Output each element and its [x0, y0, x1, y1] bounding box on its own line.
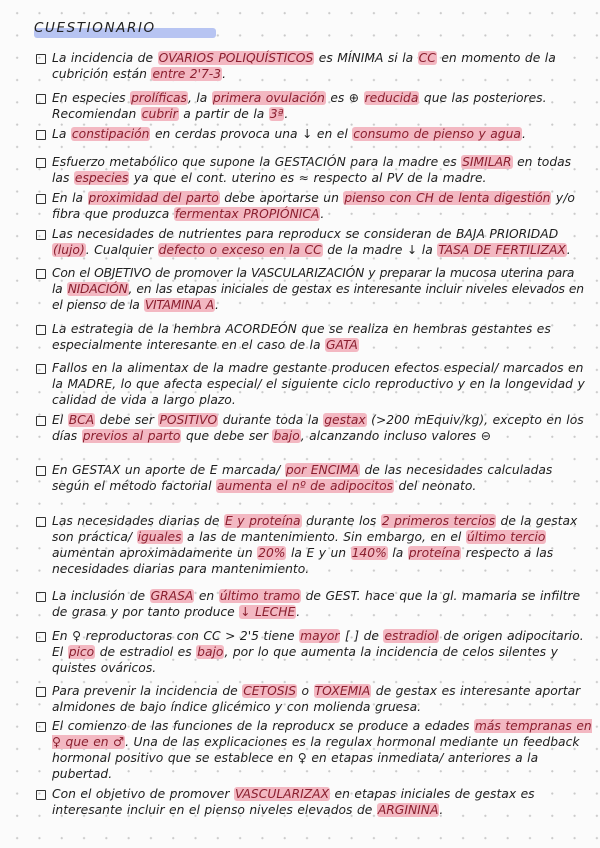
- checkbox-icon[interactable]: [36, 325, 46, 335]
- question-item: [36, 786, 584, 818]
- text-segment: La estrategia de la hembra ACORDEÓN que se realiza en hembras gestantes es especialmente interesante en el caso de la: [52, 322, 551, 352]
- text-segment: debe ser: [95, 413, 159, 427]
- checkbox-icon[interactable]: [36, 194, 46, 204]
- highlighted-phrase: último tramo: [219, 589, 301, 603]
- text-segment: .: [439, 803, 444, 817]
- checkbox-icon[interactable]: [36, 466, 46, 476]
- highlighted-phrase: proteína: [408, 546, 461, 560]
- text-segment: es ⊕: [325, 91, 364, 105]
- text-segment: La inclusión de: [52, 589, 150, 603]
- question-item: [36, 265, 584, 313]
- text-segment: y/o fibra que produzca: [52, 191, 575, 221]
- question-text: [52, 588, 584, 620]
- text-segment: en: [194, 589, 219, 603]
- highlighted-phrase: GATA: [326, 338, 358, 352]
- text-segment: de origen adipocitario. El: [52, 629, 584, 659]
- highlighted-phrase: VASCULARIZAX: [234, 787, 330, 801]
- question-item: [36, 226, 588, 258]
- question-text: [52, 683, 592, 715]
- page-title: CUESTIONARIO: [34, 20, 156, 36]
- text-segment: durante toda la: [218, 413, 324, 427]
- highlighted-phrase: reducida: [364, 91, 419, 105]
- text-segment: Con el objetivo de promover: [52, 787, 234, 801]
- text-segment: La: [52, 127, 71, 141]
- title-block: [34, 20, 156, 36]
- text-segment: [ ] de: [340, 629, 384, 643]
- text-segment: a las de mantenimiento. Sin embargo, en el: [182, 530, 466, 544]
- highlighted-phrase: consumo de pienso y agua: [353, 127, 521, 141]
- highlighted-phrase: estradiol: [384, 629, 439, 643]
- text-segment: Con el OBJETIVO de promover la VASCULARIZACIÓN y preparar la mucosa uterina para la: [52, 266, 575, 296]
- highlighted-phrase: iguales: [137, 530, 182, 544]
- question-item: [36, 588, 584, 620]
- highlighted-phrase: (lujo): [53, 243, 85, 257]
- highlighted-phrase: cubrir: [141, 107, 178, 121]
- question-item: [36, 90, 556, 122]
- text-segment: .: [320, 207, 325, 221]
- text-segment: en todas las: [52, 155, 572, 185]
- question-text: [52, 786, 584, 818]
- text-segment: (>200 mEquiv/kg), excepto en los días: [52, 413, 584, 443]
- text-segment: , la: [187, 91, 212, 105]
- question-item: [36, 628, 584, 676]
- highlighted-phrase: proximidad del parto: [88, 191, 219, 205]
- highlighted-phrase: bajo: [273, 429, 300, 443]
- text-segment: de la gestax son práctica/: [52, 514, 578, 544]
- question-text: [52, 718, 592, 782]
- highlighted-phrase: mayor: [300, 629, 340, 643]
- question-item: [36, 154, 584, 186]
- highlighted-phrase: GRASA: [150, 589, 194, 603]
- checkbox-icon[interactable]: [36, 94, 46, 104]
- highlighted-phrase: TASA DE FERTILIZAX: [438, 243, 566, 257]
- text-segment: .: [521, 127, 526, 141]
- text-segment: en momento de la cubrición están: [52, 51, 556, 81]
- text-segment: aumentan aproximadamente un: [52, 546, 258, 560]
- highlighted-phrase: fermentax PROPIÓNICA: [174, 207, 320, 221]
- highlighted-phrase: especies: [74, 171, 129, 185]
- text-segment: .: [222, 67, 226, 81]
- text-segment: . Una de las explicaciones es la regulax hormonal mediante un feedback hormonal positivo que se establece en ♀ en etapas inmediata/ anteriores a la pubertad.: [52, 735, 580, 781]
- highlighted-phrase: por ENCIMA: [285, 463, 359, 477]
- highlighted-phrase: entre 2'7-3: [152, 67, 222, 81]
- text-segment: ya que el cont. uterino es ≈ respecto al PV de la madre.: [129, 171, 487, 185]
- text-segment: La incidencia de: [52, 51, 158, 65]
- text-segment: o: [297, 684, 314, 698]
- highlighted-phrase: defecto o exceso en la CC: [158, 243, 322, 257]
- question-text: [52, 90, 556, 122]
- highlighted-phrase: OVARIOS POLIQUÍSTICOS: [158, 51, 314, 65]
- text-segment: que las posteriores. Recomiendan: [52, 91, 547, 121]
- text-segment: . Cualquier: [85, 243, 158, 257]
- highlighted-phrase: CETOSIS: [243, 684, 297, 698]
- question-item: [36, 412, 588, 444]
- text-segment: .: [566, 243, 571, 257]
- text-segment: .: [284, 107, 289, 121]
- text-segment: , en las etapas iniciales de gestax es interesante incluir niveles elevados en el pienso de la: [52, 282, 584, 312]
- question-text: [52, 462, 584, 494]
- checkbox-icon[interactable]: [36, 158, 46, 168]
- highlighted-phrase: ↓ LECHE: [240, 605, 296, 619]
- question-item: [36, 190, 584, 222]
- highlighted-phrase: 3ª: [269, 107, 284, 121]
- question-item: [36, 50, 584, 82]
- text-segment: Esfuerzo metabólico que supone la GESTACIÓN para la madre es: [52, 155, 462, 169]
- highlighted-phrase: pienso con CH de lenta digestión: [344, 191, 551, 205]
- text-segment: Fallos en la alimentax de la madre gestante producen efectos especial/ marcados en la MADRE, lo que afecta especial/ el siguiente ciclo reproductivo y en la longevidad y calidad de vida a largo plazo.: [52, 361, 585, 407]
- highlighted-phrase: ARGININA: [377, 803, 439, 817]
- question-text: [52, 628, 584, 676]
- highlighted-phrase: TOXEMIA: [314, 684, 371, 698]
- question-text: [52, 321, 584, 353]
- question-text: [52, 126, 526, 142]
- text-segment: que debe ser: [181, 429, 273, 443]
- question-item: [36, 718, 592, 782]
- highlighted-phrase: BCA: [68, 413, 95, 427]
- question-item: [36, 513, 584, 577]
- text-segment: En GESTAX un aporte de E marcada/: [52, 463, 285, 477]
- question-text: [52, 190, 584, 222]
- text-segment: debe aportarse un: [219, 191, 344, 205]
- text-segment: .: [214, 298, 219, 312]
- checkbox-icon[interactable]: [36, 592, 46, 602]
- text-segment: El comienzo de las funciones de la reproducx se produce a edades: [52, 719, 474, 733]
- checkbox-icon[interactable]: [36, 632, 46, 642]
- highlighted-phrase: E y proteína: [225, 514, 301, 528]
- highlighted-phrase: VITAMINA A: [144, 298, 214, 312]
- highlighted-phrase: NIDACIÓN: [67, 282, 128, 296]
- question-text: [52, 50, 584, 82]
- highlighted-phrase: gestax: [324, 413, 366, 427]
- question-item: [36, 360, 588, 408]
- question-text: [52, 154, 584, 186]
- text-segment: .: [296, 605, 301, 619]
- text-segment: en cerdas provoca una ↓ en el: [150, 127, 353, 141]
- checkbox-icon[interactable]: [36, 230, 46, 240]
- highlighted-phrase: 20%: [258, 546, 286, 560]
- checkbox-icon[interactable]: [36, 517, 46, 527]
- highlighted-phrase: CC: [418, 51, 436, 65]
- highlighted-phrase: bajo: [197, 645, 224, 659]
- question-text: [52, 513, 584, 577]
- checkbox-icon[interactable]: [36, 790, 46, 800]
- text-segment: de estradiol es: [95, 645, 197, 659]
- checkbox-icon[interactable]: [36, 54, 46, 64]
- highlighted-phrase: 2 primeros tercios: [381, 514, 496, 528]
- highlighted-phrase: constipación: [71, 127, 150, 141]
- highlighted-phrase: SIMILAR: [462, 155, 512, 169]
- text-segment: , por lo que aumenta la incidencia de celos silentes y quistes ováricos.: [52, 645, 558, 675]
- question-text: [52, 412, 588, 444]
- highlighted-phrase: POSITIVO: [159, 413, 218, 427]
- text-segment: , alcanzando incluso valores ⊖: [300, 429, 492, 443]
- question-text: [52, 226, 588, 258]
- text-segment: la E y un: [286, 546, 351, 560]
- text-segment: El: [52, 413, 68, 427]
- question-item: [36, 126, 584, 142]
- checkbox-icon[interactable]: [36, 722, 46, 732]
- highlighted-phrase: más tempranas en ♀ que en ♂: [52, 719, 592, 749]
- checkbox-icon[interactable]: [36, 364, 46, 374]
- text-segment: de gestax es interesante aportar almidones de bajo índice glicémico y con molienda gruesa.: [52, 684, 581, 714]
- question-text: [52, 265, 584, 313]
- checkbox-icon[interactable]: [36, 130, 46, 140]
- text-segment: durante los: [301, 514, 381, 528]
- text-segment: de GEST. hace que la gl. mamaria se infiltre de grasa y por tanto produce: [52, 589, 581, 619]
- highlighted-phrase: último tercio: [466, 530, 546, 544]
- question-item: [36, 462, 584, 494]
- text-segment: del neonato.: [394, 479, 477, 493]
- highlighted-phrase: pico: [68, 645, 95, 659]
- highlighted-phrase: 140%: [351, 546, 387, 560]
- text-segment: la: [387, 546, 408, 560]
- text-segment: en etapas iniciales de gestax es interesante incluir en el pienso niveles elevados de: [52, 787, 535, 817]
- text-segment: de la madre ↓ la: [322, 243, 438, 257]
- checkbox-icon[interactable]: [36, 269, 46, 279]
- checkbox-icon[interactable]: [36, 687, 46, 697]
- text-segment: respecto a las necesidades diarias para mantenimiento.: [52, 546, 554, 576]
- question-item: [36, 683, 592, 715]
- highlighted-phrase: previos al parto: [82, 429, 181, 443]
- highlighted-phrase: aumenta el nº de adipocitos: [217, 479, 394, 493]
- text-segment: a partir de la: [178, 107, 269, 121]
- text-segment: Las necesidades de nutrientes para reproducx se consideran de BAJA PRIORIDAD: [52, 227, 559, 241]
- text-segment: es MÍNIMA si la: [314, 51, 418, 65]
- highlighted-phrase: primera ovulación: [212, 91, 325, 105]
- text-segment: En ♀ reproductoras con CC > 2'5 tiene: [52, 629, 300, 643]
- text-segment: Las necesidades diarias de: [52, 514, 224, 528]
- text-segment: Para prevenir la incidencia de: [52, 684, 243, 698]
- checkbox-icon[interactable]: [36, 416, 46, 426]
- question-text: [52, 360, 588, 408]
- text-segment: En la: [52, 191, 88, 205]
- text-segment: En especies: [52, 91, 131, 105]
- text-segment: de las necesidades calculadas según el método factorial: [52, 463, 553, 493]
- highlighted-phrase: prolíficas: [131, 91, 187, 105]
- question-item: [36, 321, 584, 353]
